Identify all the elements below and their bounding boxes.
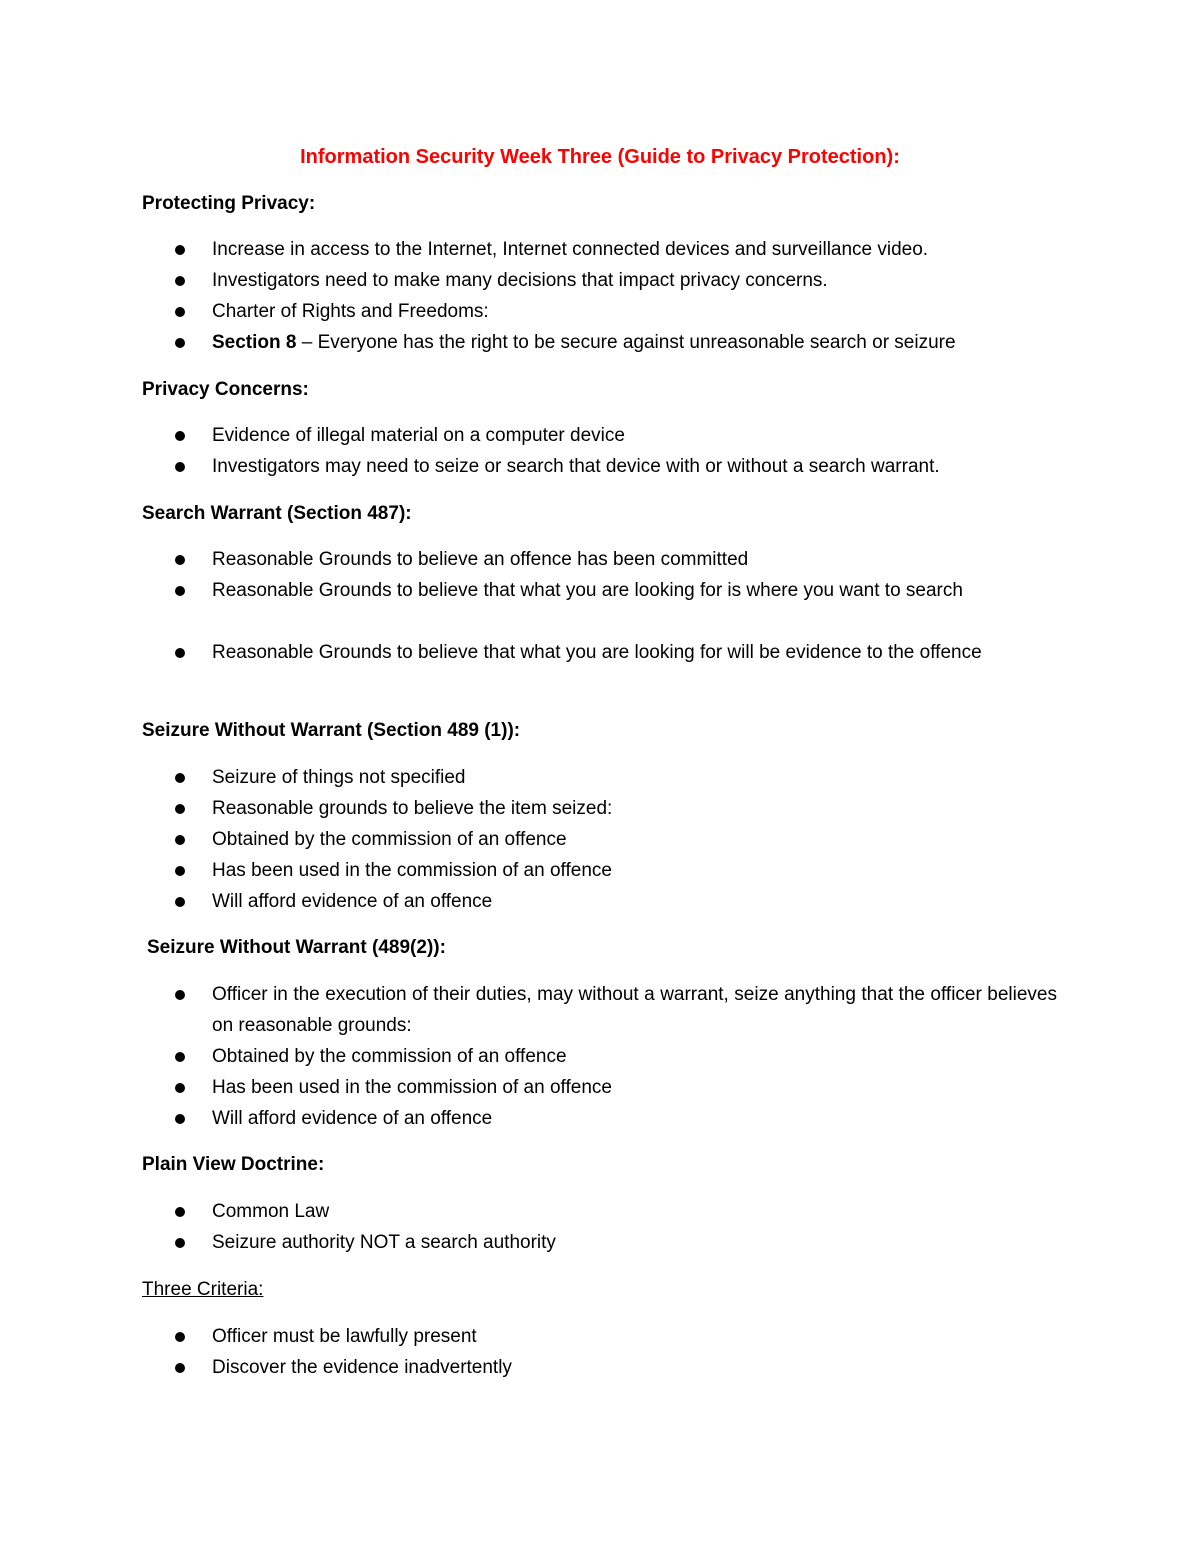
- bullet-icon: [175, 1083, 185, 1093]
- section-8-text: – Everyone has the right to be secure against unreasonable search or seizure: [296, 332, 956, 353]
- section-heading-search-warrant: Search Warrant (Section 487):: [142, 503, 412, 524]
- bullet-icon: [175, 586, 185, 596]
- document-title: Information Security Week Three (Guide to Privacy Protection):: [300, 146, 900, 168]
- list-item: Reasonable Grounds to believe that what you are looking for is where you want to search: [212, 580, 963, 601]
- list-item: Will afford evidence of an offence: [212, 891, 493, 912]
- list-item: Investigators need to make many decisions that impact privacy concerns.: [212, 270, 828, 291]
- list-item: Reasonable Grounds to believe an offence has been committed: [212, 549, 749, 570]
- bullet-icon: [175, 648, 185, 658]
- bullet-icon: [175, 307, 185, 317]
- section-8-label: Section 8: [212, 332, 297, 353]
- bullet-icon: [175, 338, 185, 348]
- list-item: [212, 327, 1057, 358]
- bullet-icon: [175, 804, 185, 814]
- list-item: Seizure authority NOT a search authority: [212, 1232, 556, 1253]
- section-heading-seizure-489-2: Seizure Without Warrant (489(2)):: [147, 937, 446, 958]
- list-item: Increase in access to the Internet, Internet connected devices and surveillance video.: [212, 239, 929, 260]
- list-item: Reasonable Grounds to believe that what you are looking for will be evidence to the offence: [212, 642, 982, 663]
- bullet-icon: [175, 1207, 185, 1217]
- bullet-icon: [175, 276, 185, 286]
- bullet-icon: [175, 897, 185, 907]
- section-heading-plain-view-doctrine: Plain View Doctrine:: [142, 1154, 325, 1175]
- bullet-icon: [175, 835, 185, 845]
- bullet-icon: [175, 462, 185, 472]
- list-item: Evidence of illegal material on a computer device: [212, 425, 625, 446]
- list-item: Will afford evidence of an offence: [212, 1108, 493, 1129]
- list-item: Charter of Rights and Freedoms:: [212, 301, 489, 322]
- list-item: Obtained by the commission of an offence: [212, 829, 567, 850]
- bullet-icon: [175, 555, 185, 565]
- bullet-icon: [175, 1332, 185, 1342]
- bullet-icon: [175, 1114, 185, 1124]
- list-item: Seizure of things not specified: [212, 767, 466, 788]
- section-heading-seizure-489-1: Seizure Without Warrant (Section 489 (1)):: [142, 720, 521, 741]
- list-item: Common Law: [212, 1201, 330, 1222]
- bullet-icon: [175, 990, 185, 1000]
- bullet-icon: [175, 1238, 185, 1248]
- bullet-icon: [175, 431, 185, 441]
- section-heading-protecting-privacy: Protecting Privacy:: [142, 193, 316, 214]
- bullet-icon: [175, 1363, 185, 1373]
- list-item: Discover the evidence inadvertently: [212, 1357, 512, 1378]
- list-item: Reasonable grounds to believe the item seized:: [212, 798, 613, 819]
- list-item: Investigators may need to seize or search that device with or without a search warrant.: [212, 456, 940, 477]
- bullet-icon: [175, 1052, 185, 1062]
- section-heading-three-criteria: Three Criteria:: [142, 1279, 264, 1300]
- bullet-icon: [175, 866, 185, 876]
- list-item: Officer in the execution of their duties, may without a warrant, seize anything that the officer believes on reasonable grounds:: [212, 984, 1057, 1036]
- bullet-icon: [175, 245, 185, 255]
- list-item: Has been used in the commission of an offence: [212, 860, 612, 881]
- bullet-icon: [175, 773, 185, 783]
- list-item: Officer must be lawfully present: [212, 1326, 477, 1347]
- list-item: Obtained by the commission of an offence: [212, 1046, 567, 1067]
- list-item: Has been used in the commission of an offence: [212, 1077, 612, 1098]
- section-heading-privacy-concerns: Privacy Concerns:: [142, 379, 309, 400]
